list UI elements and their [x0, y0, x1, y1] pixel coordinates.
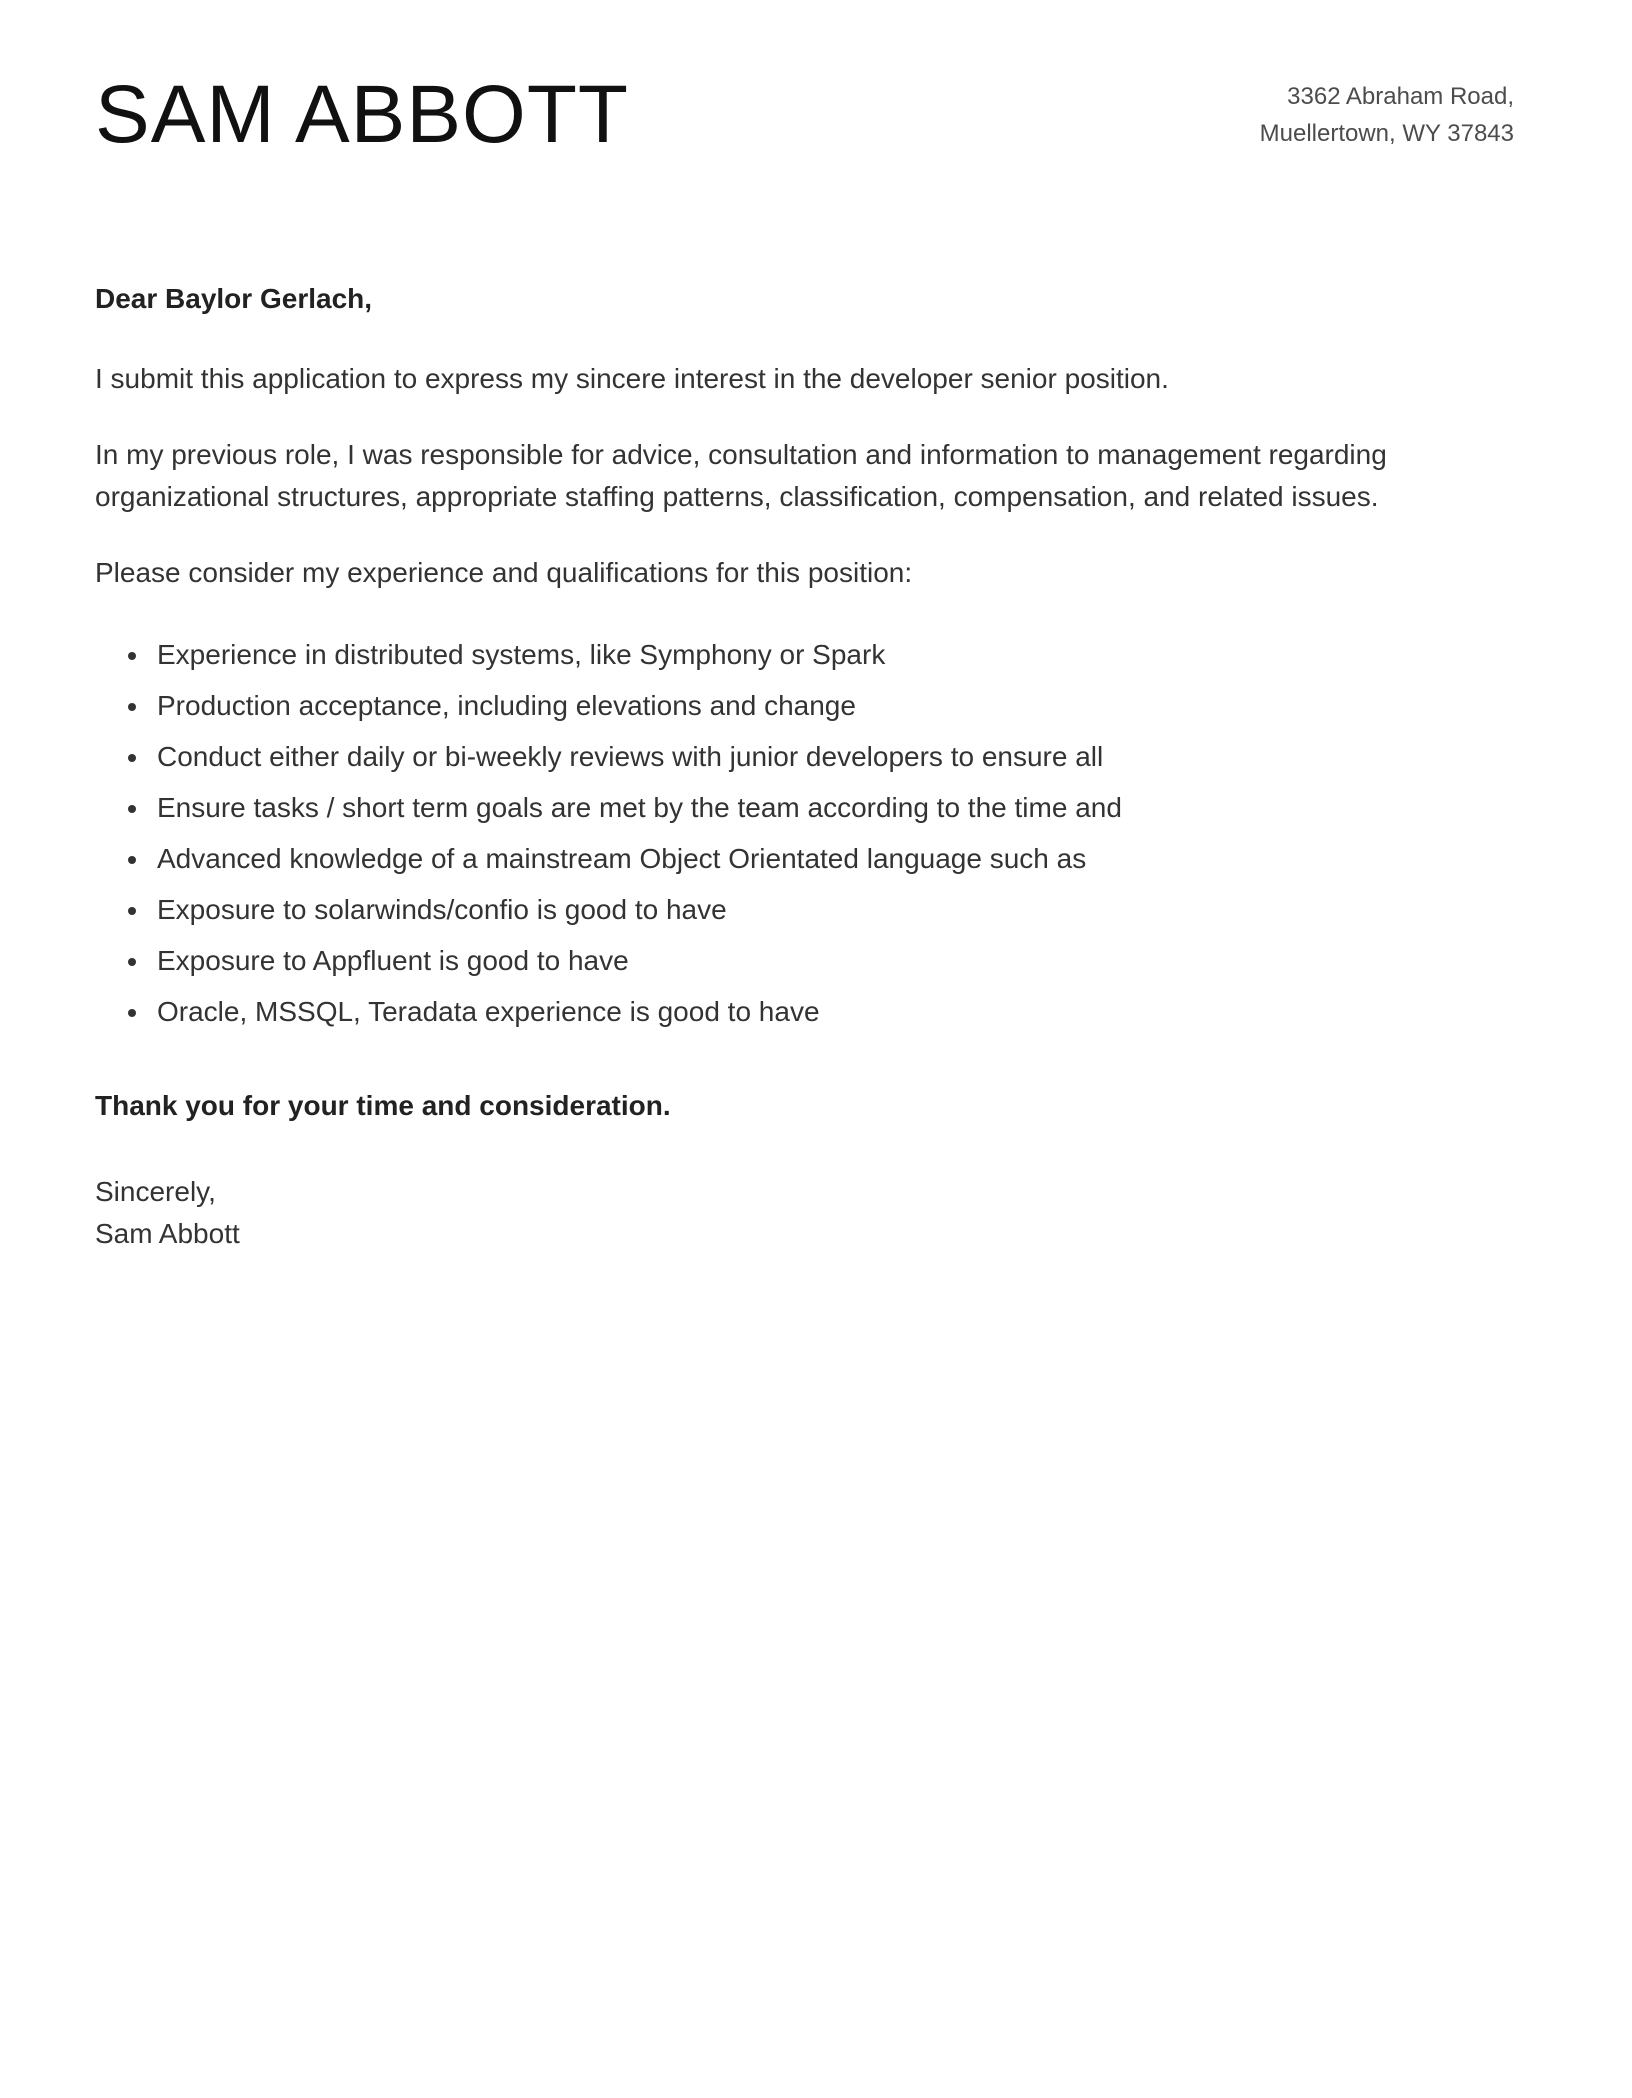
qualification-item: • Oracle, MSSQL, Teradata experience is good to have	[151, 991, 1514, 1033]
letter-header	[95, 70, 1514, 160]
applicant-name: SAM ABBOTT	[95, 69, 629, 160]
paragraph-consider: Please consider my experience and qualifications for this position:	[95, 557, 913, 589]
salutation: Dear Baylor Gerlach,	[95, 283, 373, 315]
qualifications-list	[95, 634, 1514, 1033]
qualification-item: • Advanced knowledge of a mainstream Object Orientated language such as	[151, 838, 1514, 880]
signature-name: Sam Abbott	[95, 1218, 240, 1250]
signoff: Sincerely,	[95, 1176, 216, 1208]
signoff-block	[95, 1171, 1514, 1255]
qualification-item: • Exposure to Appfluent is good to have	[151, 940, 1514, 982]
letter-body	[95, 278, 1514, 1255]
qualification-item: • Experience in distributed systems, like Symphony or Spark	[151, 634, 1514, 676]
qualification-item: • Conduct either daily or bi-weekly reviews with junior developers to ensure all	[151, 736, 1514, 778]
paragraph-previous-role: In my previous role, I was responsible for advice, consultation and information to management regarding organizational structures, appropriate staffing patterns, classification, compensation, and related issues.	[95, 439, 1387, 513]
qualification-item: • Ensure tasks / short term goals are met by the team according to the time and	[151, 787, 1514, 829]
applicant-address	[1260, 70, 1514, 152]
address-line-2: Muellertown, WY 37843	[1259, 120, 1514, 148]
address-line-1: 3362 Abraham Road,	[1287, 83, 1514, 110]
closing-statement: Thank you for your time and consideration.	[95, 1090, 671, 1122]
paragraph-intro: I submit this application to express my sincere interest in the developer senior position.	[95, 363, 1169, 395]
qualification-item: • Exposure to solarwinds/confio is good to have	[151, 889, 1514, 931]
qualification-item: • Production acceptance, including elevations and change	[151, 685, 1514, 727]
